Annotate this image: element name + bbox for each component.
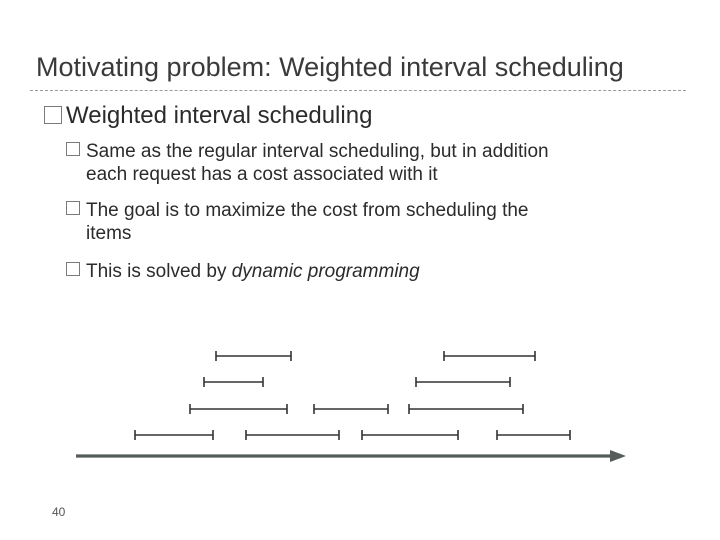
intervals	[135, 351, 570, 440]
bullet-weighted-text: Weighted interval scheduling	[66, 102, 373, 129]
interval	[314, 404, 388, 414]
interval	[409, 404, 523, 414]
page-number: 40	[52, 505, 66, 519]
interval	[204, 377, 263, 387]
interval	[246, 430, 339, 440]
interval	[416, 377, 510, 387]
sub-bullet-solved-emph: dynamic programming	[231, 261, 420, 282]
interval	[497, 430, 570, 440]
interval	[216, 351, 291, 361]
sub-bullet-goal-line2: items	[86, 223, 132, 244]
interval	[190, 404, 287, 414]
interval	[362, 430, 458, 440]
sub-bullet-goal-line1: The goal is to maximize the cost from scheduling the	[86, 200, 529, 221]
time-axis-arrow	[76, 450, 626, 462]
sub-bullet-same-line2: each request has a cost associated with it	[86, 164, 438, 185]
slide-title: Motivating problem: Weighted interval scheduling	[36, 52, 624, 82]
interval	[135, 430, 213, 440]
sub-bullet-same-line1: Same as the regular interval scheduling, but in addition	[86, 141, 549, 162]
sub-bullet-solved-prefix: This is solved by	[86, 261, 232, 282]
interval	[444, 351, 535, 361]
